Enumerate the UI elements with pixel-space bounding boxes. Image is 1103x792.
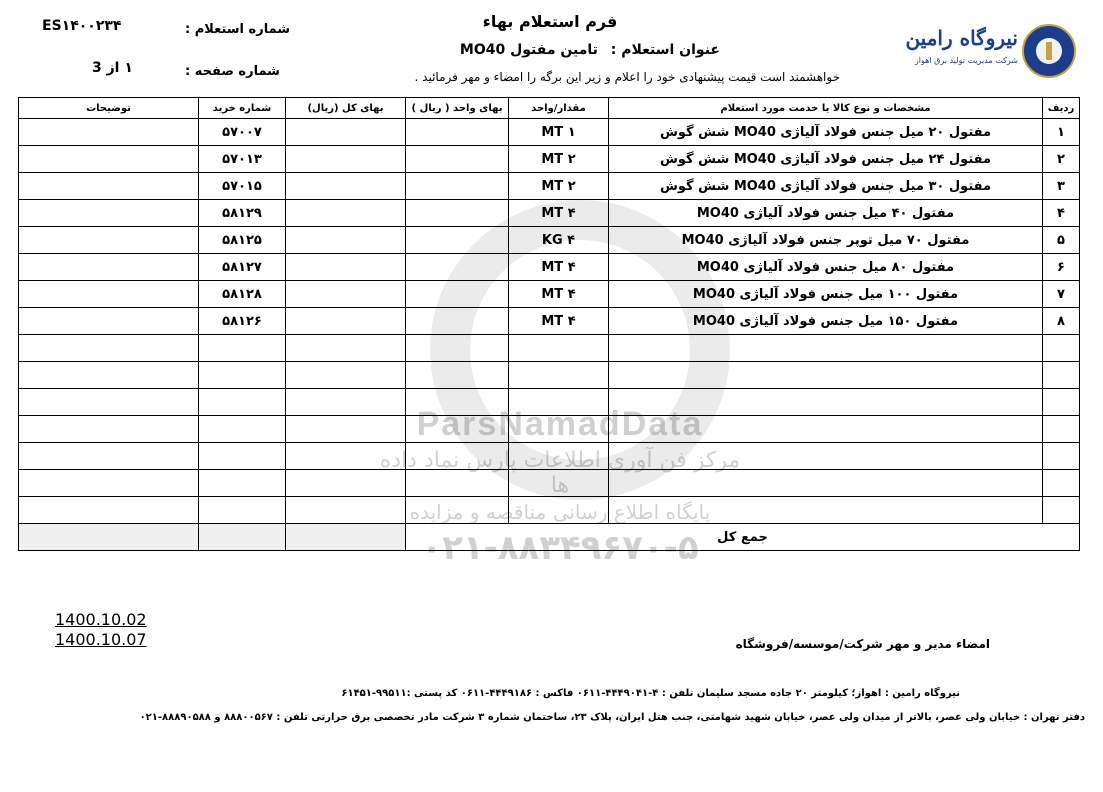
row-notes (19, 200, 199, 227)
row-purchase-no (199, 416, 286, 443)
row-radif (1043, 470, 1080, 497)
logo-brand-text: نیروگاه رامین (905, 26, 1018, 50)
row-notes (19, 308, 199, 335)
row-purchase-no (199, 362, 286, 389)
row-description (609, 443, 1043, 470)
row-unit-price (406, 470, 509, 497)
row-purchase-no: ۵۸۱۲۸ (199, 281, 286, 308)
table-row (19, 362, 1080, 389)
row-unit-price (406, 200, 509, 227)
row-total-price (286, 227, 406, 254)
row-quantity: ۴ MT (509, 200, 609, 227)
row-description: مفتول ۷۰ میل توپر جنس فولاد آلیاژی MO40 (609, 227, 1043, 254)
row-notes (19, 335, 199, 362)
col-header-purchase-no: شماره خرید (199, 98, 286, 119)
table-row (19, 443, 1080, 470)
row-description (609, 470, 1043, 497)
row-radif: ۴ (1043, 200, 1080, 227)
row-purchase-no: ۵۷۰۰۷ (199, 119, 286, 146)
table-row (19, 470, 1080, 497)
row-total-price (286, 470, 406, 497)
page-number: ۱ از 3 (92, 60, 133, 76)
row-notes (19, 254, 199, 281)
row-description: مفتول ۲۴ میل جنس فولاد آلیاژی MO40 شش گوش (609, 146, 1043, 173)
row-total-price (286, 497, 406, 524)
row-purchase-no: ۵۷۰۱۵ (199, 173, 286, 200)
row-purchase-no: ۵۸۱۲۶ (199, 308, 286, 335)
row-description (609, 335, 1043, 362)
row-unit-price (406, 497, 509, 524)
row-radif: ۷ (1043, 281, 1080, 308)
logo-tagline: شرکت مدیریت تولید برق اهواز (914, 56, 1018, 65)
row-total-price (286, 146, 406, 173)
inquiry-table (18, 97, 1080, 551)
form-title: فرم استعلام بهاء (482, 12, 618, 31)
row-quantity: ۴ MT (509, 308, 609, 335)
table-row (19, 416, 1080, 443)
col-header-qty: مقدار/واحد (509, 98, 609, 119)
row-total-price (286, 308, 406, 335)
row-quantity: ۴ KG (509, 227, 609, 254)
row-unit-price (406, 335, 509, 362)
row-unit-price (406, 227, 509, 254)
row-notes (19, 173, 199, 200)
row-purchase-no (199, 470, 286, 497)
table-row (19, 308, 1080, 335)
table-row (19, 335, 1080, 362)
row-unit-price (406, 308, 509, 335)
row-notes (19, 119, 199, 146)
row-purchase-no: ۵۸۱۲۵ (199, 227, 286, 254)
row-unit-price (406, 416, 509, 443)
row-description: مفتول ۸۰ میل جنس فولاد آلیاژی MO40 (609, 254, 1043, 281)
row-total-price (286, 281, 406, 308)
row-notes (19, 281, 199, 308)
table-row (19, 281, 1080, 308)
table-row (19, 200, 1080, 227)
row-notes (19, 389, 199, 416)
table-total-row (19, 524, 1080, 551)
table-header-row (19, 98, 1080, 119)
row-unit-price (406, 254, 509, 281)
table-row (19, 146, 1080, 173)
row-unit-price (406, 173, 509, 200)
dates-block (55, 610, 147, 650)
row-notes (19, 362, 199, 389)
row-purchase-no (199, 497, 286, 524)
row-total-price (286, 443, 406, 470)
row-purchase-no: ۵۸۱۲۷ (199, 254, 286, 281)
page-number-label: شماره صفحه : (185, 64, 280, 79)
row-purchase-no (199, 389, 286, 416)
col-header-desc: مشخصات و نوع کالا یا خدمت مورد استعلام (609, 98, 1043, 119)
row-radif (1043, 497, 1080, 524)
footer-address-tehran: دفتر تهران : خیابان ولی عصر، بالاتر از میدان ولی عصر، خیابان شهید شهامتی، جنب هتل ایران، پلاک ۲۳، ساختمان شماره ۳ شرکت مادر تخصصی برق حرارتی تلفن : ۸۸۸۰۰۵۶۷ و ۸۸۸۹۰۵۸۸-۰۲۱ (139, 712, 1085, 723)
table-row (19, 119, 1080, 146)
row-quantity (509, 416, 609, 443)
row-notes (19, 470, 199, 497)
date-1: 1400.10.02 (55, 610, 147, 629)
row-description (609, 416, 1043, 443)
row-radif (1043, 389, 1080, 416)
row-unit-price (406, 389, 509, 416)
row-quantity (509, 443, 609, 470)
row-description: مفتول ۲۰ میل جنس فولاد آلیاژی MO40 شش گوش (609, 119, 1043, 146)
row-total-price (286, 254, 406, 281)
row-radif (1043, 362, 1080, 389)
row-unit-price (406, 146, 509, 173)
row-description: مفتول ۱۵۰ میل جنس فولاد آلیاژی MO40 (609, 308, 1043, 335)
col-header-total-price: بهای کل (ریال) (286, 98, 406, 119)
instruction-text: خواهشمند است قیمت پیشنهادی خود را اعلام و زیر این برگه را امضاء و مهر فرمائید . (414, 70, 840, 84)
row-description (609, 362, 1043, 389)
row-description (609, 389, 1043, 416)
row-radif (1043, 416, 1080, 443)
total-empty-cell (199, 524, 286, 551)
row-purchase-no (199, 443, 286, 470)
row-total-price (286, 362, 406, 389)
row-total-price (286, 416, 406, 443)
row-description: مفتول ۴۰ میل جنس فولاد آلیاژی MO40 (609, 200, 1043, 227)
row-total-price (286, 119, 406, 146)
row-radif: ۸ (1043, 308, 1080, 335)
subject-label: عنوان استعلام : (610, 42, 720, 58)
row-quantity (509, 362, 609, 389)
row-quantity (509, 335, 609, 362)
row-total-price (286, 173, 406, 200)
row-radif: ۲ (1043, 146, 1080, 173)
table-row (19, 389, 1080, 416)
row-radif: ۳ (1043, 173, 1080, 200)
row-notes (19, 443, 199, 470)
table-row (19, 227, 1080, 254)
inquiry-number-label: شماره استعلام : (185, 22, 291, 37)
row-quantity: ۲ MT (509, 146, 609, 173)
watermark-line2: پایگاه اطلاع رسانی مناقصه و مزایده (409, 500, 711, 524)
row-radif: ۵ (1043, 227, 1080, 254)
company-logo (905, 18, 1080, 78)
table-row (19, 254, 1080, 281)
row-purchase-no: ۵۷۰۱۳ (199, 146, 286, 173)
row-quantity (509, 497, 609, 524)
row-unit-price (406, 281, 509, 308)
total-empty-cell (19, 524, 199, 551)
inquiry-number: ES۱۴۰۰۲۳۴ (42, 18, 122, 34)
row-quantity (509, 470, 609, 497)
row-total-price (286, 335, 406, 362)
row-unit-price (406, 119, 509, 146)
row-purchase-no: ۵۸۱۲۹ (199, 200, 286, 227)
row-unit-price (406, 362, 509, 389)
row-quantity: ۱ MT (509, 119, 609, 146)
row-purchase-no (199, 335, 286, 362)
date-2: 1400.10.07 (55, 630, 147, 649)
row-description: مفتول ۳۰ میل جنس فولاد آلیاژی MO40 شش گوش (609, 173, 1043, 200)
row-total-price (286, 389, 406, 416)
table-row (19, 173, 1080, 200)
subject-value: تامین مفتول MO40 (459, 42, 598, 58)
col-header-notes: توضیحات (19, 98, 199, 119)
col-header-unit-price: بهای واحد ( ریال ) (406, 98, 509, 119)
table-row (19, 497, 1080, 524)
row-quantity (509, 389, 609, 416)
col-header-radif: ردیف (1043, 98, 1080, 119)
row-radif (1043, 335, 1080, 362)
row-radif (1043, 443, 1080, 470)
inquiry-subject (459, 42, 720, 58)
row-quantity: ۴ MT (509, 254, 609, 281)
signature-label: امضاء مدیر و مهر شرکت/موسسه/فروشگاه (735, 637, 990, 651)
row-notes (19, 497, 199, 524)
row-notes (19, 146, 199, 173)
logo-emblem-icon (1022, 24, 1076, 78)
row-radif: ۶ (1043, 254, 1080, 281)
watermark-line1: مرکز فن آوری اطلاعات پارس نماد داده ها (379, 448, 741, 498)
total-label: جمع کل (406, 524, 1080, 551)
row-notes (19, 227, 199, 254)
footer-address-plant: نیروگاه رامین : اهواز؛ کیلومتر ۲۰ جاده مسجد سلیمان تلفن : ۴-۴۴۴۹۰۴۱-۰۶۱۱ فاکس : ۴۴۴۹۱۸۶-۰۶۱۱ کد پستی :۹۹۵۱۱-۶۱۴۵۱ (341, 688, 960, 699)
row-total-price (286, 200, 406, 227)
row-quantity: ۴ MT (509, 281, 609, 308)
row-unit-price (406, 443, 509, 470)
row-description (609, 497, 1043, 524)
row-radif: ۱ (1043, 119, 1080, 146)
row-quantity: ۲ MT (509, 173, 609, 200)
watermark-name: ParsNamadData (416, 405, 704, 443)
total-value (286, 524, 406, 551)
row-notes (19, 416, 199, 443)
row-description: مفتول ۱۰۰ میل جنس فولاد آلیاژی MO40 (609, 281, 1043, 308)
